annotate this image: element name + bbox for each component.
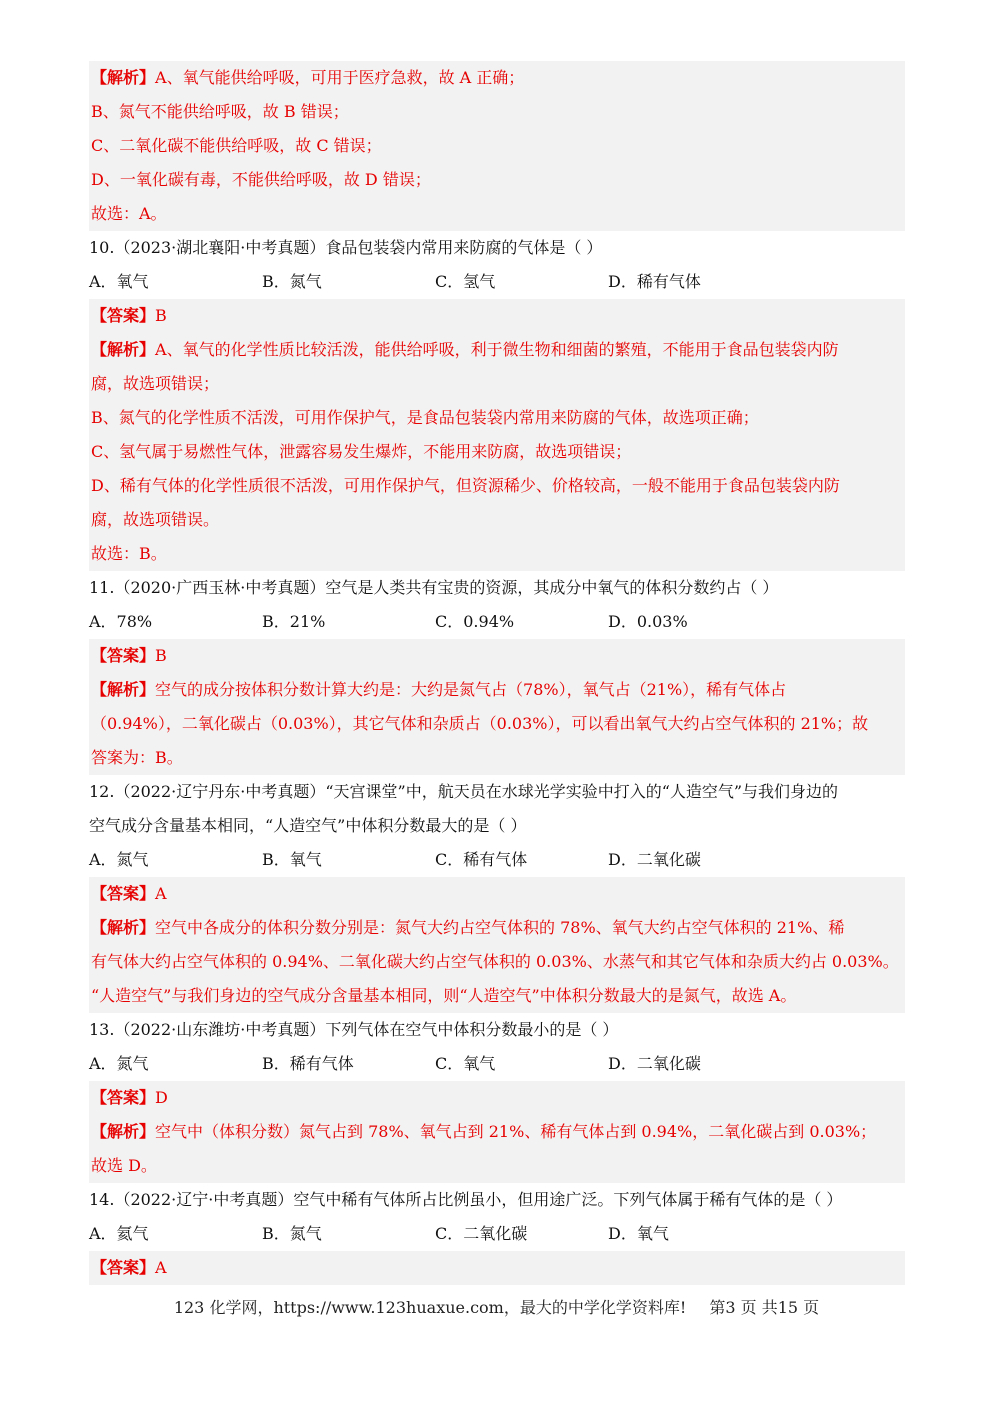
analysis-line: [91, 197, 901, 231]
analysis-text: B、氮气的化学性质不活泼，可用作保护气，是食品包装袋内常用来防腐的气体，故选项正确；: [91, 408, 759, 427]
analysis-line: [91, 299, 901, 333]
analysis-line: [91, 911, 901, 945]
analysis-text: 故选：B。: [91, 544, 167, 563]
analysis-label: 【答案】: [91, 1088, 156, 1107]
question-stem: 14.（2022·辽宁·中考真题）空气中稀有气体所占比例虽小，但用途广泛。下列气体属于稀有气体的是（ ）: [89, 1190, 843, 1209]
analysis-text: 腐，故选项错误；: [91, 374, 220, 393]
question-block: [89, 1183, 905, 1251]
option-item: D．0.03%: [608, 612, 688, 631]
question-options: [89, 1217, 905, 1251]
analysis-line: [91, 639, 901, 673]
analysis-line: [91, 367, 901, 401]
analysis-text: D、稀有气体的化学性质很不活泼，可用作保护气，但资源稀少、价格较高，一般不能用于食品包装袋内防: [91, 476, 840, 495]
analysis-text: D、一氧化碳有毒，不能供给呼吸，故 D 错误；: [91, 170, 431, 189]
option-item: B．氧气: [262, 850, 322, 869]
analysis-line: [91, 333, 901, 367]
analysis-line: [91, 741, 901, 775]
analysis-text: A、氧气能供给呼吸，可用于医疗急救，故 A 正确；: [155, 68, 525, 87]
page-footer: [0, 1296, 993, 1320]
analysis-text: 空气中各成分的体积分数分别是：氮气大约占空气体积的 78%、氧气大约占空气体积的 21%、稀: [155, 918, 845, 937]
analysis-text: B、氮气不能供给呼吸，故 B 错误；: [91, 102, 349, 121]
option-item: D．二氧化碳: [608, 1054, 701, 1073]
analysis-text: A: [155, 884, 167, 903]
footer-page-number: 第3 页 共15 页: [709, 1298, 820, 1317]
option-item: C．二氧化碳: [435, 1224, 528, 1243]
question-options: [89, 605, 905, 639]
document-body: [89, 61, 905, 1285]
analysis-line: [91, 61, 901, 95]
analysis-label: 【解析】: [91, 340, 156, 359]
analysis-line: [91, 877, 901, 911]
analysis-line: [91, 1115, 901, 1149]
question-stem: 13.（2022·山东潍坊·中考真题）下列气体在空气中体积分数最小的是（ ）: [89, 1020, 619, 1039]
answer-analysis-block: [89, 299, 905, 571]
question-block: [89, 775, 905, 877]
analysis-text: 故选：A。: [91, 204, 167, 223]
answer-analysis-block: [89, 639, 905, 775]
analysis-label: 【答案】: [91, 646, 156, 665]
analysis-text: 空气中（体积分数）氮气占到 78%、氧气占到 21%、稀有气体占到 0.94%，二氧化碳占到 0.03%；: [155, 1122, 877, 1141]
analysis-line: [91, 1081, 901, 1115]
option-item: C．稀有气体: [435, 850, 528, 869]
question-options: [89, 265, 905, 299]
analysis-label: 【答案】: [91, 1258, 156, 1277]
option-item: D．氧气: [608, 1224, 669, 1243]
footer-site-text: 123 化学网，https://www.123huaxue.com，最大的中学化学资料库!: [173, 1298, 687, 1317]
option-item: C．氧气: [435, 1054, 496, 1073]
question-options: [89, 843, 905, 877]
analysis-line: [91, 435, 901, 469]
analysis-line: [91, 95, 901, 129]
analysis-line: [91, 1251, 901, 1285]
question-block: [89, 571, 905, 639]
question-options: [89, 1047, 905, 1081]
analysis-line: [91, 707, 901, 741]
question-stem: 10.（2023·湖北襄阳·中考真题）食品包装袋内常用来防腐的气体是（ ）: [89, 238, 603, 257]
analysis-line: [91, 537, 901, 571]
analysis-text: 故选 D。: [91, 1156, 157, 1175]
option-item: A．氦气: [89, 1224, 149, 1243]
option-item: B．氮气: [262, 272, 322, 291]
analysis-line: [91, 1149, 901, 1183]
analysis-line: [91, 673, 901, 707]
option-item: A．氧气: [89, 272, 149, 291]
question-stem: 11.（2020·广西玉林·中考真题）空气是人类共有宝贵的资源，其成分中氧气的体积分数约占（ ）: [89, 578, 779, 597]
analysis-line: [91, 469, 901, 503]
analysis-line: [91, 163, 901, 197]
question-block: [89, 231, 905, 299]
analysis-text: B: [155, 306, 167, 325]
analysis-text: A: [155, 1258, 167, 1277]
analysis-text: 答案为：B。: [91, 748, 183, 767]
question-stem: 12.（2022·辽宁丹东·中考真题）“天宫课堂”中，航天员在水球光学实验中打入的“人造空气”与我们身边的: [89, 782, 839, 801]
option-item: C．氢气: [435, 272, 496, 291]
answer-analysis-block: [89, 61, 905, 231]
answer-analysis-block: [89, 877, 905, 1013]
analysis-line: [91, 129, 901, 163]
analysis-label: 【解析】: [91, 680, 156, 699]
option-item: C．0.94%: [435, 612, 515, 631]
option-item: A．氮气: [89, 850, 149, 869]
answer-analysis-block: [89, 1081, 905, 1183]
analysis-text: B: [155, 646, 167, 665]
analysis-text: “人造空气”与我们身边的空气成分含量基本相同，则“人造空气”中体积分数最大的是氮气，故选 A。: [91, 986, 797, 1005]
analysis-text: C、二氧化碳不能供给呼吸，故 C 错误；: [91, 136, 382, 155]
analysis-label: 【解析】: [91, 918, 156, 937]
analysis-text: 腐，故选项错误。: [91, 510, 220, 529]
analysis-text: 空气的成分按体积分数计算大约是：大约是氮气占（78%），氧气占（21%），稀有气体占: [155, 680, 787, 699]
analysis-text: D: [155, 1088, 168, 1107]
option-item: A．78%: [89, 612, 153, 631]
option-item: A．氮气: [89, 1054, 149, 1073]
analysis-text: C、氢气属于易燃性气体，泄露容易发生爆炸，不能用来防腐，故选项错误；: [91, 442, 632, 461]
answer-analysis-block: [89, 1251, 905, 1285]
option-item: D．二氧化碳: [608, 850, 701, 869]
analysis-label: 【答案】: [91, 306, 156, 325]
analysis-line: [91, 401, 901, 435]
question-block: [89, 1013, 905, 1081]
analysis-text: A、氧气的化学性质比较活泼，能供给呼吸，利于微生物和细菌的繁殖，不能用于食品包装袋内防: [155, 340, 839, 359]
analysis-label: 【解析】: [91, 1122, 156, 1141]
option-item: B．氮气: [262, 1224, 322, 1243]
option-item: B．21%: [262, 612, 326, 631]
analysis-label: 【解析】: [91, 68, 156, 87]
question-stem: 空气成分含量基本相同，“人造空气”中体积分数最大的是（ ）: [89, 816, 527, 835]
analysis-line: [91, 945, 901, 979]
analysis-text: （0.94%），二氧化碳占（0.03%），其它气体和杂质占（0.03%），可以看出氧气大约占空气体积的 21%；故: [91, 714, 869, 733]
analysis-text: 有气体大约占空气体积的 0.94%、二氧化碳大约占空气体积的 0.03%、水蒸气和其它气体和杂质大约占 0.03%。: [91, 952, 899, 971]
option-item: B．稀有气体: [262, 1054, 354, 1073]
analysis-label: 【答案】: [91, 884, 156, 903]
analysis-line: [91, 503, 901, 537]
option-item: D．稀有气体: [608, 272, 701, 291]
analysis-line: [91, 979, 901, 1013]
